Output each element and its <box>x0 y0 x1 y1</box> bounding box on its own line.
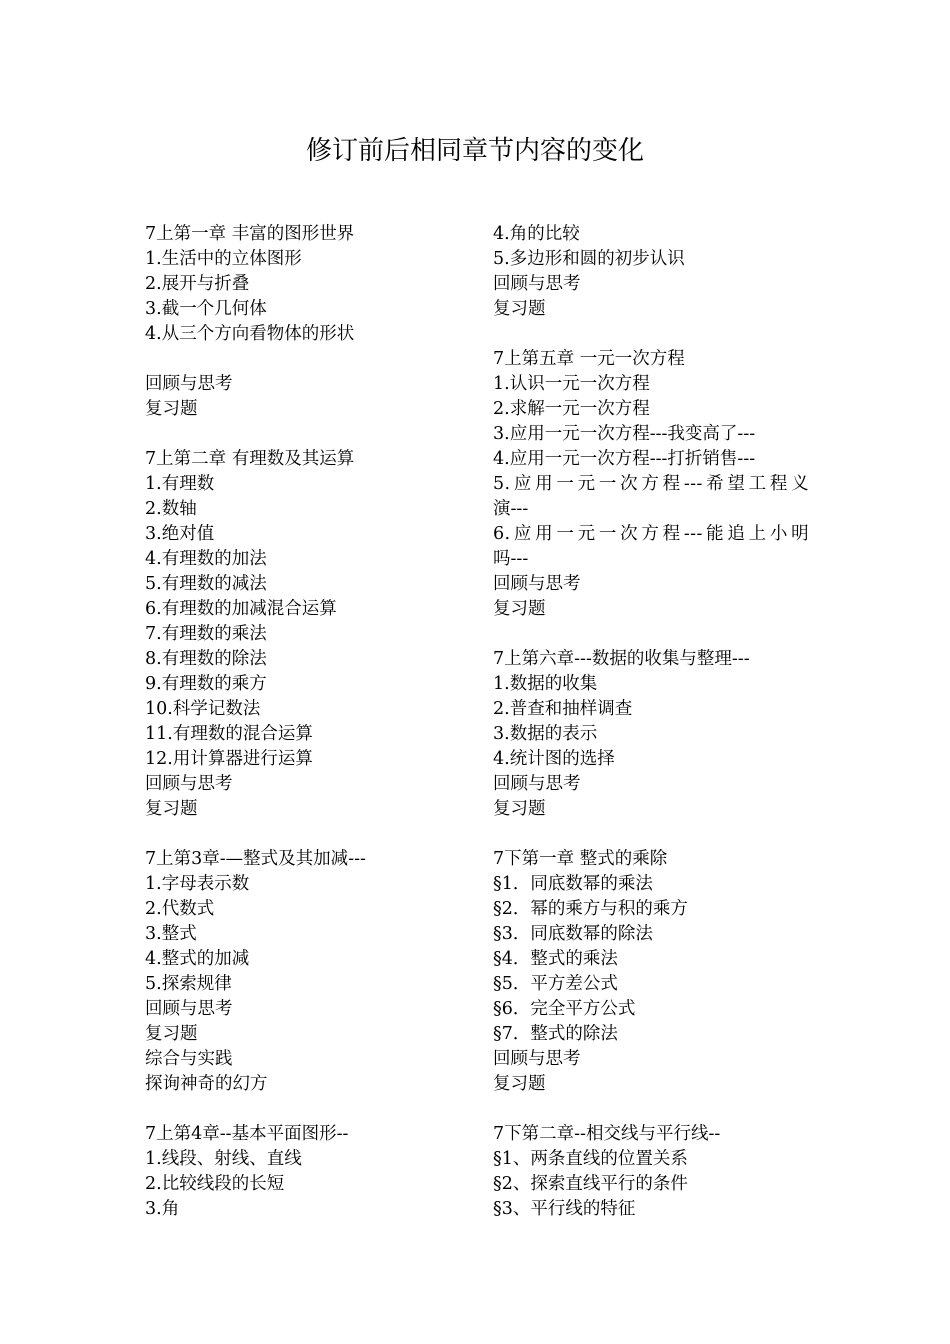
outline-line: 回顾与思考 <box>145 999 233 1019</box>
outline-line: 8.有理数的除法 <box>145 649 267 669</box>
outline-line: 7上第五章 一元一次方程 <box>493 349 685 369</box>
outline-line: 3.应用一元一次方程---我变高了--- <box>493 424 756 444</box>
outline-line: 演--- <box>493 499 529 519</box>
outline-line: 6.有理数的加减混合运算 <box>145 599 337 619</box>
outline-line: 综合与实践 <box>145 1049 233 1069</box>
outline-line: 7上第一章 丰富的图形世界 <box>145 224 355 244</box>
outline-line: 3.绝对值 <box>145 524 215 544</box>
outline-line: 回顾与思考 <box>493 774 581 794</box>
outline-line: 7上第3章-—整式及其加减--- <box>145 849 366 869</box>
outline-line: 1.线段、射线、直线 <box>145 1149 302 1169</box>
outline-line: 回顾与思考 <box>493 274 581 294</box>
outline-line: 复习题 <box>493 599 546 619</box>
outline-line: 7上第二章 有理数及其运算 <box>145 449 355 469</box>
outline-line: 复习题 <box>145 399 198 419</box>
outline-line: 5.多边形和圆的初步认识 <box>493 249 685 269</box>
outline-line: 4.从三个方向看物体的形状 <box>145 324 355 344</box>
outline-line: 7下第二章--相交线与平行线-- <box>493 1124 721 1144</box>
outline-line: §1、两条直线的位置关系 <box>493 1149 688 1169</box>
outline-line: 复习题 <box>145 799 198 819</box>
outline-line: 5.有理数的减法 <box>145 574 267 594</box>
outline-line: 3.截一个几何体 <box>145 299 267 319</box>
outline-line: 3.数据的表示 <box>493 724 598 744</box>
outline-line: 复习题 <box>493 1074 546 1094</box>
outline-line: 4.整式的加减 <box>145 949 250 969</box>
left-column <box>145 222 465 1222</box>
outline-line: 4.统计图的选择 <box>493 749 615 769</box>
outline-line: 回顾与思考 <box>145 774 233 794</box>
right-column <box>493 222 809 1222</box>
outline-line: 1.数据的收集 <box>493 674 598 694</box>
outline-line: 4.应用一元一次方程---打折销售--- <box>493 449 756 469</box>
outline-line: 复习题 <box>493 799 546 819</box>
outline-line: 3.整式 <box>145 924 197 944</box>
outline-line: 回顾与思考 <box>493 1049 581 1069</box>
outline-line: 2.求解一元一次方程 <box>493 399 650 419</box>
outline-line: 5.探索规律 <box>145 974 232 994</box>
outline-line: 2.代数式 <box>145 899 215 919</box>
outline-line: 7上第六章---数据的收集与整理--- <box>493 649 750 669</box>
outline-line: 复习题 <box>145 1024 198 1044</box>
blank-line <box>145 1097 465 1122</box>
outline-line: §3、平行线的特征 <box>493 1199 636 1219</box>
outline-line: 1.生活中的立体图形 <box>145 249 302 269</box>
outline-line: 吗--- <box>493 549 529 569</box>
outline-line: 2.数轴 <box>145 499 197 519</box>
outline-line: 1.字母表示数 <box>145 874 250 894</box>
outline-line: 4.有理数的加法 <box>145 549 267 569</box>
outline-line: §5．平方差公式 <box>493 974 618 994</box>
blank-line <box>493 822 809 847</box>
blank-line <box>145 347 465 372</box>
outline-line: 7下第一章 整式的乘除 <box>493 849 668 869</box>
outline-line: §2．幂的乘方与积的乘方 <box>493 899 688 919</box>
outline-line: 回顾与思考 <box>493 574 581 594</box>
blank-line <box>145 822 465 847</box>
outline-line: 3.角 <box>145 1199 180 1219</box>
outline-line: 11.有理数的混合运算 <box>145 724 313 744</box>
outline-line: 2.普查和抽样调查 <box>493 699 633 719</box>
outline-line: 12.用计算器进行运算 <box>145 749 313 769</box>
outline-line: 1.有理数 <box>145 474 215 494</box>
outline-line: §4．整式的乘法 <box>493 949 618 969</box>
outline-line: §6．完全平方公式 <box>493 999 636 1019</box>
outline-line: 5.应用一元一次方程---希望工程义 <box>493 474 809 494</box>
outline-line: 复习题 <box>493 299 546 319</box>
outline-line: 2.展开与折叠 <box>145 274 250 294</box>
outline-line: §7．整式的除法 <box>493 1024 618 1044</box>
outline-line: §1．同底数幂的乘法 <box>493 874 653 894</box>
blank-line <box>493 1097 809 1122</box>
outline-line: 回顾与思考 <box>145 374 233 394</box>
outline-line: 9.有理数的乘方 <box>145 674 267 694</box>
outline-line: 探询神奇的幻方 <box>145 1074 268 1094</box>
outline-line: 2.比较线段的长短 <box>145 1174 285 1194</box>
outline-line: §2、探索直线平行的条件 <box>493 1174 688 1194</box>
outline-line: 1.认识一元一次方程 <box>493 374 650 394</box>
outline-line: §3．同底数幂的除法 <box>493 924 653 944</box>
document-title: 修订前后相同章节内容的变化 <box>305 136 644 166</box>
blank-line <box>493 622 809 647</box>
outline-line: 10.科学记数法 <box>145 699 261 719</box>
outline-line: 7上第4章--基本平面图形-- <box>145 1124 349 1144</box>
outline-line: 7.有理数的乘法 <box>145 624 267 644</box>
outline-line: 4.角的比较 <box>493 224 580 244</box>
blank-line <box>145 422 465 447</box>
outline-line: 6.应用一元一次方程---能追上小明 <box>493 524 809 544</box>
blank-line <box>493 322 809 347</box>
